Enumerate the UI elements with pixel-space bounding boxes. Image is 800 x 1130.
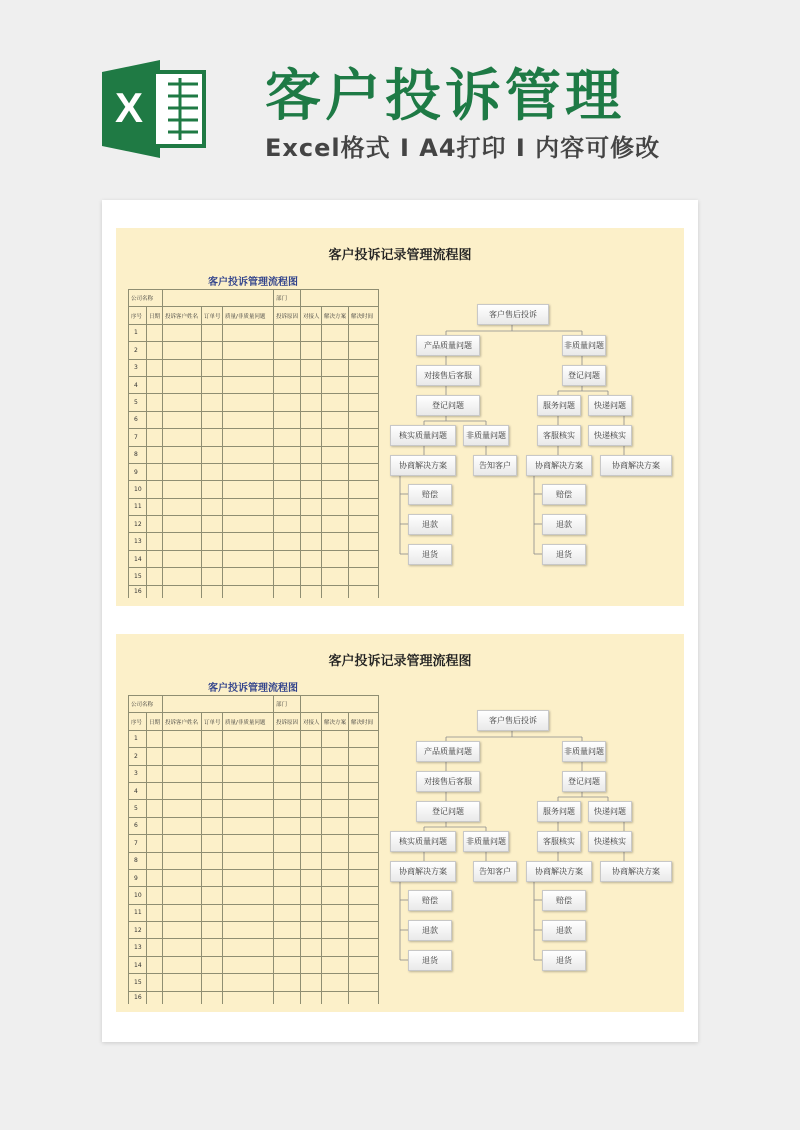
flow-node-compensate: 赔偿 bbox=[408, 484, 452, 505]
flow-node-return: 退货 bbox=[542, 544, 586, 565]
row-number: 4 bbox=[129, 782, 147, 799]
flow-node-contact-service: 对接售后客服 bbox=[416, 365, 480, 386]
row-number: 1 bbox=[129, 324, 147, 341]
excel-logo-letter: X bbox=[114, 84, 144, 131]
row-number: 10 bbox=[129, 887, 147, 904]
flow-node-return: 退货 bbox=[542, 950, 586, 971]
row-number: 3 bbox=[129, 359, 147, 376]
flow-node-cs-verify: 客服核实 bbox=[537, 831, 581, 852]
column-header: 投诉原因 bbox=[274, 713, 301, 730]
flow-node-service-issue: 服务问题 bbox=[537, 801, 581, 822]
sheet-title: 客户投诉记录管理流程图 bbox=[328, 654, 472, 669]
company-label: 公司名称 bbox=[129, 290, 163, 307]
row-number: 2 bbox=[129, 748, 147, 765]
sheet-title: 客户投诉记录管理流程图 bbox=[328, 248, 472, 263]
column-header: 解决时间 bbox=[349, 713, 379, 730]
column-header: 日期 bbox=[147, 713, 163, 730]
flow-node-express-issue: 快递问题 bbox=[588, 395, 632, 416]
flow-node-express-issue: 快递问题 bbox=[588, 801, 632, 822]
row-number: 15 bbox=[129, 974, 147, 991]
row-number: 5 bbox=[129, 800, 147, 817]
header bbox=[0, 0, 800, 195]
flow-node-non-quality-issue: 非质量问题 bbox=[562, 335, 606, 356]
flow-node-notify-customer: 告知客户 bbox=[473, 861, 517, 882]
row-number: 10 bbox=[129, 481, 147, 498]
page-title: 客户投诉管理 bbox=[265, 64, 625, 129]
flow-node-refund: 退款 bbox=[542, 514, 586, 535]
column-header: 投诉原因 bbox=[274, 307, 301, 324]
flow-node-quality-issue: 产品质量问题 bbox=[416, 741, 480, 762]
row-number: 12 bbox=[129, 922, 147, 939]
column-header: 解决时间 bbox=[349, 307, 379, 324]
company-label: 公司名称 bbox=[129, 696, 163, 713]
flow-node-service-issue: 服务问题 bbox=[537, 395, 581, 416]
row-number: 14 bbox=[129, 956, 147, 973]
row-number: 2 bbox=[129, 342, 147, 359]
flow-node-root: 客户售后投诉 bbox=[477, 710, 549, 731]
flow-node-negotiate: 协商解决方案 bbox=[526, 861, 592, 882]
flow-node-non-quality-sub: 非质量问题 bbox=[463, 831, 509, 852]
column-header: 质量/非质量问题 bbox=[223, 713, 274, 730]
flow-node-refund: 退款 bbox=[408, 514, 452, 535]
column-header: 解决方案 bbox=[322, 713, 349, 730]
flow-node-verify-quality: 核实质量问题 bbox=[390, 831, 456, 852]
flowchart bbox=[116, 228, 684, 606]
dept-label: 部门 bbox=[274, 290, 301, 307]
column-header: 序号 bbox=[129, 713, 147, 730]
flowchart bbox=[116, 634, 684, 1012]
flow-node-refund: 退款 bbox=[542, 920, 586, 941]
row-number: 13 bbox=[129, 533, 147, 550]
table-title: 客户投诉管理流程图 bbox=[208, 277, 298, 288]
table-title: 客户投诉管理流程图 bbox=[208, 683, 298, 694]
column-header: 序号 bbox=[129, 307, 147, 324]
flow-node-non-quality-issue: 非质量问题 bbox=[562, 741, 606, 762]
row-number: 8 bbox=[129, 446, 147, 463]
flow-node-quality-issue: 产品质量问题 bbox=[416, 335, 480, 356]
column-header: 对接人 bbox=[301, 713, 322, 730]
excel-logo-icon bbox=[102, 58, 206, 160]
column-header: 订单号 bbox=[202, 307, 223, 324]
flow-node-register: 登记问题 bbox=[562, 365, 606, 386]
row-number: 11 bbox=[129, 498, 147, 515]
row-number: 6 bbox=[129, 817, 147, 834]
row-number: 8 bbox=[129, 852, 147, 869]
row-number: 15 bbox=[129, 568, 147, 585]
sheet-preview-1 bbox=[116, 228, 684, 606]
row-number: 4 bbox=[129, 376, 147, 393]
flow-node-negotiate: 协商解决方案 bbox=[600, 455, 672, 476]
row-number: 13 bbox=[129, 939, 147, 956]
row-number: 9 bbox=[129, 869, 147, 886]
dept-label: 部门 bbox=[274, 696, 301, 713]
flowchart-connectors bbox=[116, 634, 684, 1012]
row-number: 16 bbox=[129, 585, 147, 598]
flow-node-register: 登记问题 bbox=[416, 395, 480, 416]
column-header: 解决方案 bbox=[322, 307, 349, 324]
flow-node-register: 登记问题 bbox=[562, 771, 606, 792]
flow-node-refund: 退款 bbox=[408, 920, 452, 941]
row-number: 3 bbox=[129, 765, 147, 782]
flow-node-negotiate: 协商解决方案 bbox=[600, 861, 672, 882]
flow-node-non-quality-sub: 非质量问题 bbox=[463, 425, 509, 446]
flow-node-root: 客户售后投诉 bbox=[477, 304, 549, 325]
flow-node-compensate: 赔偿 bbox=[408, 890, 452, 911]
flow-node-return: 退货 bbox=[408, 950, 452, 971]
sheet-preview-2 bbox=[116, 634, 684, 1012]
flow-node-verify-quality: 核实质量问题 bbox=[390, 425, 456, 446]
column-header: 投诉客户姓名 bbox=[163, 713, 202, 730]
document-page bbox=[102, 200, 698, 1042]
row-number: 7 bbox=[129, 429, 147, 446]
flow-node-negotiate: 协商解决方案 bbox=[390, 455, 456, 476]
column-header: 日期 bbox=[147, 307, 163, 324]
column-header: 订单号 bbox=[202, 713, 223, 730]
page-subtitle: Excel格式 I A4打印 I 内容可修改 bbox=[265, 134, 661, 162]
row-number: 1 bbox=[129, 730, 147, 747]
column-header: 投诉客户姓名 bbox=[163, 307, 202, 324]
flow-node-express-verify: 快递核实 bbox=[588, 831, 632, 852]
column-header: 质量/非质量问题 bbox=[223, 307, 274, 324]
flow-node-compensate: 赔偿 bbox=[542, 484, 586, 505]
row-number: 14 bbox=[129, 550, 147, 567]
row-number: 12 bbox=[129, 516, 147, 533]
row-number: 6 bbox=[129, 411, 147, 428]
flowchart-connectors bbox=[116, 228, 684, 606]
flow-node-contact-service: 对接售后客服 bbox=[416, 771, 480, 792]
flow-node-negotiate: 协商解决方案 bbox=[390, 861, 456, 882]
flow-node-express-verify: 快递核实 bbox=[588, 425, 632, 446]
flow-node-notify-customer: 告知客户 bbox=[473, 455, 517, 476]
flow-node-cs-verify: 客服核实 bbox=[537, 425, 581, 446]
row-number: 16 bbox=[129, 991, 147, 1004]
flow-node-return: 退货 bbox=[408, 544, 452, 565]
flow-node-compensate: 赔偿 bbox=[542, 890, 586, 911]
row-number: 9 bbox=[129, 463, 147, 480]
row-number: 5 bbox=[129, 394, 147, 411]
row-number: 11 bbox=[129, 904, 147, 921]
flow-node-negotiate: 协商解决方案 bbox=[526, 455, 592, 476]
row-number: 7 bbox=[129, 835, 147, 852]
flow-node-register: 登记问题 bbox=[416, 801, 480, 822]
column-header: 对接人 bbox=[301, 307, 322, 324]
